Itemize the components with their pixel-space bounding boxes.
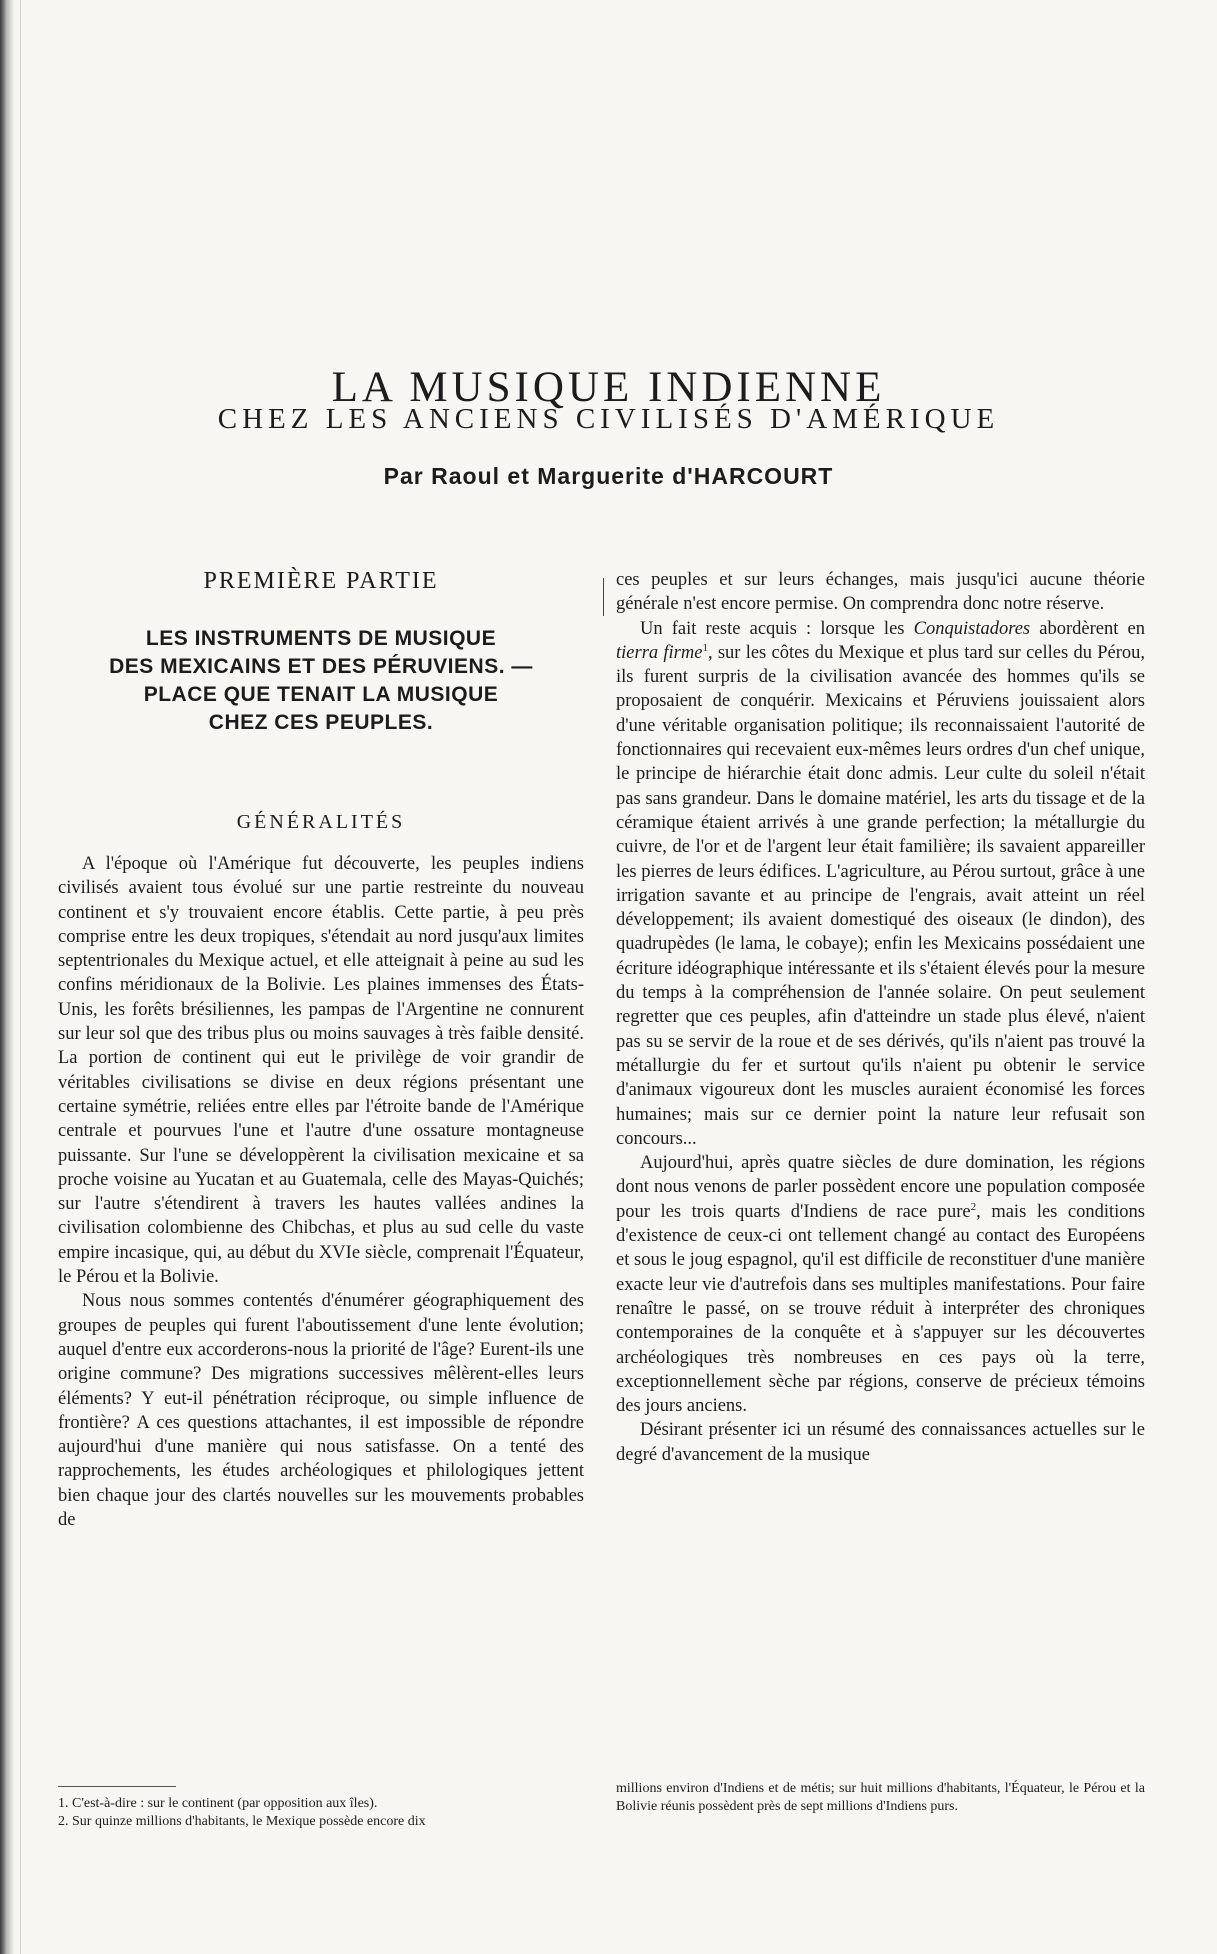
text-run: , sur les côtes du Mexique et plus tard sur celles du Pérou, ils furent surpris de la civilisation avancée des hommes qu'ils se proposaient de conquérir. Mexicains et Péruviens jouissaient alors d'une véritable organisation politique; ils reconnaissaient l'autorité de fonctionnaires qui recevaient eux-mêmes leurs ordres d'un chef unique, le principe de hiérarchie était donc admis. Leur culte du soleil n'était pas sans grandeur. Dans le domaine matériel, les arts du tissage et de la céramique étaient arrivés à une grande perfection; la métallurgie du cuivre, de l'or et de l'argent leur était familière; ils savaient appareiller les pierres de leurs édifices. L'agriculture, au Pérou surtout, grâce à une irrigation savante et au principe de l'engrais, avait atteint un réel développement; ils avaient domestiqué des oiseaux (le dindon), des quadrupèdes (le lama, le cobaye); enfin les Mexicains possédaient une écriture idéographique intéressante et ils s'étaient élevés pour la mesure du temps à la compréhension de l'année solaire. On peut seulement regretter que ces peuples, afin d'atteindre un stade plus élevé, n'aient pas su se servir de la roue et de ses dérivés, qu'ils n'aient pas trouvé la métallurgie du fer et surtout qu'ils n'aient pu obtenir le service d'animaux vigoureux dont les muscles auraient économisé les forces humaines; mais sur ce dernier point la nature leur refusait son concours...	[616, 642, 1145, 1149]
text-run: , mais les conditions d'existence de ceux-ci ont tellement changé au contact des Européens et sous le joug espagnol, qu'il est difficile de reconstituer d'une manière exacte leur vie d'autrefois dans ses multiples manifestations. Pour faire renaître le passé, on se trouve réduit à interpréter des chroniques contemporaines de la conquête et à s'appuyer sur les découvertes archéologiques très nombreuses en ces pays où la terre, exceptionnellement sèche par régions, conserve de précieux témoins des jours anciens.	[616, 1201, 1146, 1417]
section-heading-line: PLACE QUE TENAIT LA MUSIQUE	[143, 683, 499, 706]
page-edge-line	[20, 0, 21, 1954]
footnote: millions environ d'Indiens et de métis; sur huit millions d'habitants, l'Équateur, le Pérou et la Bolivie réunis possèdent près de sept millions d'Indiens purs.	[616, 1781, 1145, 1814]
text-run: Un fait reste acquis : lorsque les	[640, 618, 914, 639]
footnote-ref: 1	[702, 641, 708, 654]
footnotes-left	[58, 1795, 584, 1831]
footnote-separator	[58, 1786, 176, 1787]
section-heading-line: DES MEXICAINS ET DES PÉRUVIENS. —	[109, 655, 533, 678]
part-heading: PREMIÈRE PARTIE	[203, 568, 439, 594]
section-heading-line: CHEZ CES PEUPLES.	[208, 711, 434, 734]
body-paragraph: Nous nous sommes contentés d'énumérer géographiquement des groupes de peuples qui furent l'aboutissement d'une lente évolution; auquel d'entre eux accorderons-nous la priorité de l'âge? Eurent-ils une origine commune? Des migrations successives mêlèrent-elles leurs éléments? Y eut-il pénétration réciproque, ou simple influence de frontière? A ces questions attachantes, il est impossible de répondre aujourd'hui d'une manière qui nous satisfasse. On a tenté des rapprochements, les études archéologiques et philologiques jettent bien chaque jour des clartés nouvelles sur les mouvements probables de	[58, 1291, 584, 1531]
body-paragraph	[616, 1151, 1145, 1418]
text-run: abordèrent en	[1030, 618, 1145, 639]
text-run: Aujourd'hui, après quatre siècles de dure domination, les régions dont nous venons de parler possèdent encore une population composée pour les trois quarts d'Indiens de race pure	[616, 1153, 1145, 1222]
footnote: 1. C'est-à-dire : sur le continent (par opposition aux îles).	[58, 1796, 378, 1811]
footnote-ref: 2	[970, 1200, 977, 1213]
body-paragraph	[616, 617, 1145, 1152]
section-heading-line: LES INSTRUMENTS DE MUSIQUE	[145, 627, 497, 650]
right-column	[616, 568, 1145, 1467]
body-paragraph: Désirant présenter ici un résumé des connaissances actuelles sur le degré d'avancement de la musique	[616, 1420, 1145, 1465]
article-byline: Par Raoul et Marguerite d'HARCOURT	[383, 463, 834, 489]
article-title: LA MUSIQUE INDIENNE	[331, 363, 886, 411]
subsection-heading: GÉNÉRALITÉS	[236, 811, 406, 833]
footnote: 2. Sur quinze millions d'habitants, le Mexique possède encore dix	[58, 1814, 426, 1829]
column-rule	[603, 578, 604, 616]
section-headings	[58, 625, 584, 737]
body-paragraph: A l'époque où l'Amérique fut découverte, les peuples indiens civilisés avaient tous évolué sur une partie restreinte du nouveau continent et s'y trouvaient encore établis. Cette partie, à peu près comprise entre les deux tropiques, s'étendait au nord jusqu'aux limites septentrionales du Mexique actuel, et elle atteignait à peine au sud les confins méridionaux de la Bolivie. Les plaines immenses des États-Unis, les forêts brésiliennes, les pampas de l'Argentine ne connurent sur leur sol que des tribus plus ou moins sauvages à très faible densité. La portion de continent qui eut le privilège de voir grandir de véritables civilisations se divise en deux régions présentant une certaine symétrie, reliées entre elles par l'étroite bande de l'Amérique centrale et pourvues l'une et l'autre d'une ossature montagneuse puissante. Sur l'une se développèrent la civilisation mexicaine et sa proche voisine au Yucatan et au Guatemala, celle des Mayas-Quichés; sur l'autre s'étendirent à travers les hautes vallées andines la civilisation colombienne des Chibchas, et plus au sud celle du vaste empire incasique, qui, au début du XVIe siècle, comprenait l'Équateur, le Pérou et la Bolivie.	[58, 854, 584, 1288]
footnotes-right	[616, 1780, 1145, 1816]
italic-term: tierra firme	[616, 642, 703, 663]
body-paragraph: ces peuples et sur leurs échanges, mais jusqu'ici aucune théorie générale n'est encore permise. On comprendra donc notre réserve.	[616, 570, 1145, 615]
book-spine-shadow	[0, 0, 14, 1954]
italic-term: Conquistadores	[913, 618, 1031, 639]
left-column	[58, 568, 584, 1532]
article-subtitle: CHEZ LES ANCIENS CIVILISÉS D'AMÉRIQUE	[217, 403, 1000, 435]
